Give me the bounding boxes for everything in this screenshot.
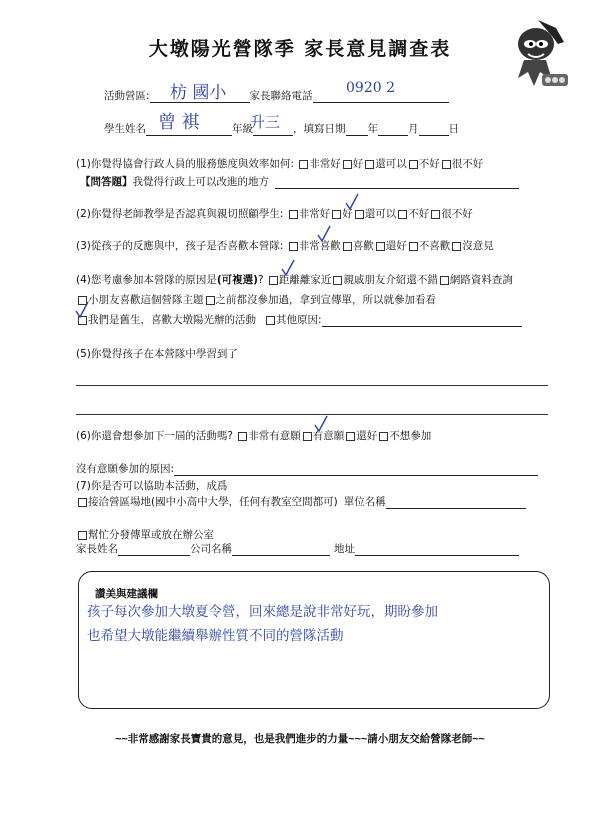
q3-option-label: 還好 [385, 240, 407, 252]
q3-option-checkbox[interactable] [289, 242, 298, 251]
parent-name-label: 家長姓名 [76, 543, 118, 555]
q6-text: (6)你還會想參加下一屆的活動嗎? [76, 430, 233, 442]
q6-option-checkbox[interactable] [238, 432, 247, 441]
q4-old-student-checkmark-icon [74, 300, 90, 320]
q3-option-label: 喜歡 [352, 240, 374, 252]
q1-text: (1)你覺得協會行政人員的服務態度與效率如何: [76, 158, 294, 170]
q6-option-checkbox[interactable] [346, 432, 355, 441]
q2-row [76, 206, 473, 221]
company-field[interactable] [232, 543, 330, 556]
q3-option-checkbox[interactable] [452, 242, 461, 251]
q7-unit-field[interactable] [386, 496, 526, 509]
q6-no-reason-field[interactable] [174, 463, 538, 476]
q1-option-label: 不好 [418, 158, 440, 170]
student-label: 學生姓名 [104, 123, 146, 135]
q2-option-label: 還可以 [364, 208, 397, 220]
q2-option-label: 好 [342, 208, 353, 220]
q3-option-label: 非常喜歡 [298, 240, 341, 252]
q1-option-label: 好 [352, 158, 364, 170]
q2-text: (2)你覺得老師教學是否認真與親切照顧學生: [76, 208, 284, 220]
q2-option-checkbox[interactable] [398, 210, 407, 219]
address-label: 地址 [334, 543, 355, 555]
q6-no-reason-label: 沒有意願參加的原因: [76, 463, 175, 475]
comments-box[interactable] [78, 571, 550, 709]
q4-row-3 [76, 312, 522, 327]
q4-option-label: 小朋友喜歡這個營隊主題 [88, 294, 204, 306]
mascot-logo-icon [504, 14, 572, 94]
q7-contact-row [76, 541, 519, 556]
q4-option-checkbox[interactable] [333, 276, 342, 285]
q1-sub-row [80, 174, 519, 189]
q1-option-label: 很不好 [451, 158, 484, 170]
q1-row [76, 156, 483, 171]
q6-option-label: 不想參加 [389, 430, 432, 442]
q4-option-label: 其他原因: [276, 314, 322, 326]
q4-option-checkbox[interactable] [269, 276, 278, 285]
q4-option-label: 網路資料查詢 [449, 274, 513, 286]
q6-checkmark-icon [313, 414, 329, 434]
day-label: 日 [448, 123, 459, 135]
q7-flyer-row [76, 527, 214, 542]
grade-label: 年級 [232, 123, 253, 135]
q7-text: (7)你是否可以協助本活動，成爲 [76, 480, 228, 492]
month-label: 月 [408, 123, 419, 135]
q6-option-checkbox[interactable] [379, 432, 388, 441]
q1-option-checkbox[interactable] [409, 160, 418, 169]
q2-option-checkbox[interactable] [431, 210, 440, 219]
q4-option-checkbox[interactable] [206, 296, 215, 305]
q1-option-label: 非常好 [309, 158, 341, 170]
q4-option-label: 親戚朋友介紹還不錯 [343, 274, 438, 286]
q3-option-checkbox[interactable] [409, 242, 418, 251]
q3-row [76, 238, 494, 253]
q6-option-label: 還好 [356, 430, 378, 442]
q7-venue-row [76, 494, 526, 509]
q3-option-label: 沒意見 [462, 240, 494, 252]
phone-handwritten: 0920 2 [346, 80, 395, 96]
q6-option-label: 非常有意願 [248, 430, 301, 442]
q2-option-label: 不好 [408, 208, 430, 220]
q4-option-label: 之前都沒參加過，拿到宣傳單，所以就參加看看 [215, 294, 436, 306]
q5-row [76, 346, 238, 361]
phone-label: 家長聯絡電話 [249, 90, 313, 102]
q4-option-label: 我們是舊生，喜歡大墩陽光辦的活動 [88, 314, 256, 326]
q4-text: (4)您考慮參加本營隊的原因是 [76, 274, 217, 286]
comments-heading: 讚美與建議欄 [95, 588, 158, 600]
comments-line-1: 孩子每次參加大墩夏令營，回來總是說非常好玩，期盼參加 [87, 604, 438, 620]
q1-option-checkbox[interactable] [365, 160, 374, 169]
activity-row [104, 88, 449, 103]
activity-label: 活動營區: [104, 90, 150, 102]
q1-qa-label: 【問答題】 [80, 176, 133, 188]
q1-answer-field[interactable] [275, 176, 519, 189]
q4-option-checkbox[interactable] [440, 276, 449, 285]
student-handwritten: 曾 褀 [158, 112, 200, 133]
q6-row [76, 428, 431, 443]
q2-option-label: 很不好 [441, 208, 473, 220]
grade-handwritten: 升三 [250, 113, 281, 131]
activity-handwritten: 枋 國小 [170, 83, 227, 103]
q4-multi-label: (可複選) [216, 274, 258, 286]
q4-other-field[interactable] [322, 314, 522, 327]
q3-option-checkbox[interactable] [343, 242, 352, 251]
q5-text: (5)你覺得孩子在本營隊中學習到了 [76, 348, 238, 360]
form-title: 大墩陽光營隊季 家長意見調查表 [148, 38, 452, 60]
q4-row-2 [76, 292, 436, 307]
day-field[interactable] [419, 123, 449, 136]
q2-option-label: 非常好 [298, 208, 331, 220]
q2-option-checkbox[interactable] [289, 210, 298, 219]
q4-option-label: 距離離家近 [278, 274, 332, 286]
q7-unit-label: 單位名稱 [343, 496, 386, 508]
q3-option-checkbox[interactable] [376, 242, 385, 251]
q1-option-checkbox[interactable] [343, 160, 352, 169]
q1-option-label: 還可以 [375, 158, 407, 170]
q3-text: (3)從孩子的反應與中，孩子是否喜歡本營隊: [76, 240, 284, 252]
q7-flyer-checkbox[interactable] [78, 531, 87, 540]
q7-row [76, 478, 227, 493]
year-field[interactable] [346, 123, 368, 136]
q1-option-checkbox[interactable] [299, 160, 308, 169]
address-field[interactable] [355, 543, 519, 556]
q6-option-label: 有意願 [312, 430, 345, 442]
q1-sub-text: 我覺得行政上可以改進的地方 [132, 176, 269, 188]
q2-checkmark-icon [344, 192, 360, 212]
date-label: ，填寫日期 [293, 123, 346, 135]
footer-note: ~~非常感謝家長寶貴的意見，也是我們進步的力量~~~請小朋友交給營隊老師~~ [115, 733, 485, 745]
q7-venue-checkbox[interactable] [78, 498, 87, 507]
comments-line-2: 也希望大墩能繼續舉辦性質不同的營隊活動 [87, 628, 344, 644]
q2-option-checkbox[interactable] [332, 210, 341, 219]
q3-checkmark-icon [316, 224, 332, 244]
q4-option-checkbox[interactable] [266, 316, 275, 325]
month-field[interactable] [378, 123, 408, 136]
q3-option-label: 不喜歡 [418, 240, 451, 252]
q4-checkmark-icon [280, 258, 296, 278]
q5-answer-line[interactable] [76, 414, 548, 415]
q6-no-reason-row [76, 461, 538, 476]
q6-option-checkbox[interactable] [303, 432, 312, 441]
q5-answer-line[interactable] [76, 385, 548, 386]
parent-name-field[interactable] [118, 543, 190, 556]
q4-row: (4)您考慮參加本營隊的原因是(可複選)? 距離離家近 親戚朋友介紹還不錯 網路資料查詢 [76, 274, 513, 286]
q1-option-checkbox[interactable] [442, 160, 451, 169]
q7-venue-label: 接洽營區場地(國中小高中大學，任何有教室空間都可) [88, 496, 338, 508]
company-label: 公司名稱 [190, 543, 232, 555]
year-label: 年 [367, 123, 378, 135]
q7-flyer-label: 幫忙分發傳單或放在辦公室 [88, 529, 214, 541]
